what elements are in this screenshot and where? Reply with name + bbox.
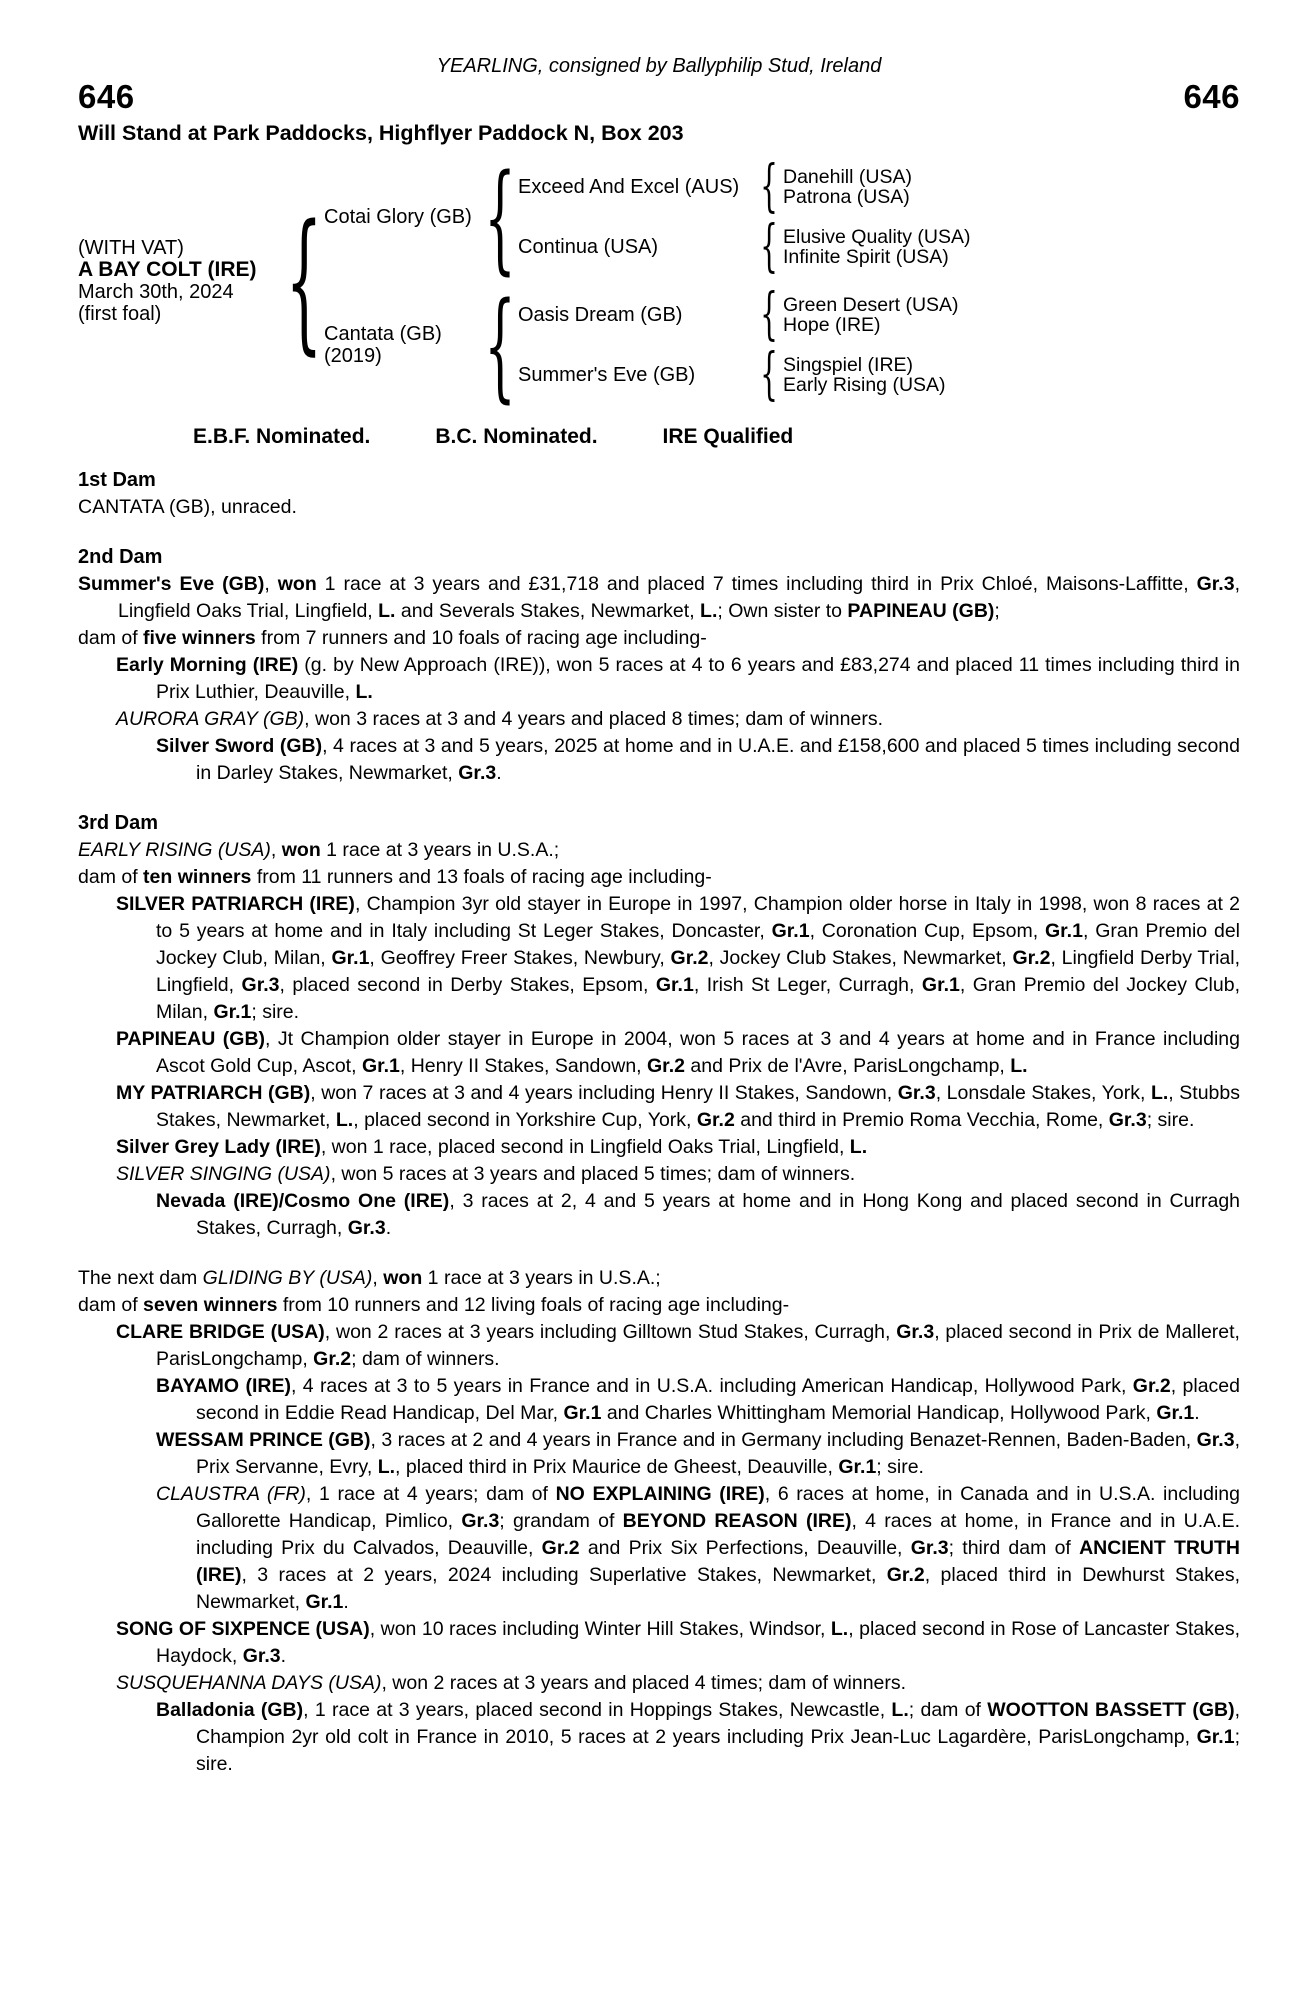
text-segment: , placed third in Dewhurst Stakes, Newmarket,: [196, 1564, 1240, 1613]
text-segment: Gr.3: [897, 1082, 936, 1104]
catalogue-paragraph: [78, 891, 1240, 1026]
text-segment: Gr.1: [838, 1456, 877, 1478]
text-segment: Gr.3: [242, 1645, 281, 1667]
catalogue-paragraph: [78, 571, 1240, 625]
text-segment: L.: [355, 681, 373, 703]
catalogue-paragraph: [78, 494, 1240, 521]
text-segment: ; sire.: [196, 1726, 1240, 1775]
text-segment: , won 2 races at 3 years including Gilltown Stud Stakes, Curragh,: [324, 1321, 897, 1343]
text-segment: L.: [378, 600, 396, 622]
text-segment: , placed second in Rose of Lancaster Stakes, Haydock,: [156, 1618, 1240, 1667]
pedigree-greatgrandparent-column: [778, 355, 946, 396]
catalogue-paragraph: [78, 1188, 1240, 1242]
pedigree-grandparent-brace: {: [760, 214, 778, 279]
pedigree-parents: [318, 148, 971, 414]
text-segment: Gr.3: [458, 762, 497, 784]
pedigree-parent-brace: {: [484, 276, 516, 414]
pedigree-main-brace: {: [285, 192, 323, 369]
text-segment: ; sire.: [876, 1456, 924, 1478]
text-segment: dam of: [78, 1294, 144, 1316]
catalogue-paragraph: [78, 625, 1240, 652]
text-segment: won: [383, 1267, 423, 1289]
text-segment: ; sire.: [251, 1001, 300, 1023]
text-segment: L.: [377, 1456, 396, 1478]
text-segment: 1 race at 3 years in U.S.A.;: [320, 839, 560, 861]
catalogue-paragraph: [78, 864, 1240, 891]
text-segment: Gr.1: [213, 1001, 252, 1023]
pedigree-grandparent-row: [512, 282, 959, 347]
pedigree-grandparent-name: Exceed And Excel (AUS): [518, 176, 740, 198]
text-segment: .: [280, 1645, 287, 1667]
catalogue-paragraph: [78, 1670, 1240, 1697]
subject-name: A BAY COLT (IRE): [78, 258, 257, 281]
text-segment: BAYAMO (IRE): [156, 1375, 291, 1397]
text-segment: , placed second in Derby Stakes, Epsom,: [279, 974, 656, 996]
text-segment: , Jockey Club Stakes, Newmarket,: [708, 947, 1013, 969]
parent-name-text: Cotai Glory (GB): [324, 206, 472, 228]
pedigree-grandparent-brace: {: [760, 342, 778, 407]
text-segment: and Charles Whittingham Memorial Handicap, Hollywood Park,: [601, 1402, 1157, 1424]
text-segment: Gr.1: [361, 1055, 400, 1077]
text-segment: , 3 races at 2, 4 and 5 years at home and in Hong Kong and placed second in Curragh Stakes, Curragh,: [196, 1190, 1241, 1239]
pedigree-grandparent-row: [512, 342, 959, 407]
text-segment: CLAUSTRA (FR): [156, 1483, 306, 1505]
text-segment: Silver Sword (GB): [156, 735, 323, 757]
text-segment: Nevada (IRE)/Cosmo One (IRE): [156, 1190, 450, 1212]
pedigree-grandparent-brace: {: [760, 282, 778, 347]
pedigree-subject: [78, 237, 290, 325]
text-segment: and Severals Stakes, Newmarket,: [395, 600, 701, 622]
text-segment: Gr.3: [1196, 1429, 1235, 1451]
pedigree-greatgrandparent-name: Patrona (USA): [783, 186, 910, 208]
text-segment: won: [277, 573, 317, 595]
text-segment: , won 3 races at 3 and 4 years and placed 8 times; dam of winners.: [304, 708, 883, 730]
text-segment: ; Own sister to: [717, 600, 848, 622]
text-segment: .: [385, 1217, 392, 1239]
text-segment: , Jt Champion older stayer in Europe in 2004, won 5 races at 3 and 4 years at home and in France including Ascot Gold Cup, Ascot,: [156, 1028, 1240, 1077]
text-segment: Gr.1: [921, 974, 960, 996]
text-segment: ; grandam of: [499, 1510, 623, 1532]
pedigree-greatgrandparent-column: [778, 227, 970, 268]
catalogue-paragraph: [78, 1292, 1240, 1319]
consignment-line: YEARLING, consigned by Ballyphilip Stud, Ireland: [436, 55, 882, 77]
pedigree-greatgrandparent-name: Hope (IRE): [783, 314, 881, 336]
catalogue-paragraph: [78, 1481, 1240, 1616]
catalogue-paragraph: [78, 1134, 1240, 1161]
text-segment: SUSQUEHANNA DAYS (USA): [116, 1672, 382, 1694]
text-segment: Gr.2: [886, 1564, 925, 1586]
text-segment: ,: [372, 1267, 384, 1289]
text-segment: WESSAM PRINCE (GB): [156, 1429, 371, 1451]
text-segment: , Lingfield Oaks Trial, Lingfield,: [118, 573, 1240, 622]
text-segment: Gr.2: [647, 1055, 685, 1077]
text-segment: WOOTTON BASSETT (GB): [987, 1699, 1235, 1721]
text-segment: Gr.1: [771, 920, 810, 942]
text-segment: , 3 races at 2 years, 2024 including Superlative Stakes, Newmarket,: [241, 1564, 887, 1586]
text-segment: Balladonia (GB): [156, 1699, 304, 1721]
pedigree-section: [78, 544, 1240, 787]
text-segment: L.: [849, 1136, 868, 1158]
text-segment: seven winners: [143, 1294, 278, 1316]
text-segment: L.: [891, 1699, 909, 1721]
text-segment: , Champion 3yr old stayer in Europe in 1997, Champion older horse in Italy in 1998, won 8 races at 2 to 5 years at home and in Italy including St Leger Stakes, Doncaster,: [156, 893, 1241, 942]
pedigree-parent-brace: {: [484, 148, 516, 286]
text-segment: Gr.1: [1156, 1402, 1195, 1424]
lot-number-row: [78, 80, 1240, 114]
vat-note: (WITH VAT): [78, 237, 184, 259]
text-segment: five winners: [143, 627, 256, 649]
stand-location: Will Stand at Park Paddocks, Highflyer Paddock N, Box 203: [78, 121, 684, 145]
text-segment: ,: [270, 839, 282, 861]
text-segment: from 11 runners and 13 foals of racing age including-: [251, 866, 712, 888]
text-segment: Gr.1: [655, 974, 694, 996]
catalogue-paragraph: [78, 1697, 1240, 1778]
text-segment: Gr.2: [1012, 947, 1051, 969]
pedigree-greatgrandparent-name: Singspiel (IRE): [783, 353, 914, 376]
text-segment: from 7 runners and 10 foals of racing age including-: [255, 627, 707, 649]
text-segment: , Stubbs Stakes, Newmarket,: [156, 1082, 1240, 1131]
pedigree-grandparent-column: [512, 154, 971, 279]
text-segment: GLIDING BY (USA): [202, 1267, 373, 1289]
text-segment: , won 7 races at 3 and 4 years including Henry II Stakes, Sandown,: [310, 1082, 898, 1104]
text-segment: The next dam: [78, 1267, 203, 1289]
pedigree-table: [78, 148, 1240, 414]
pedigree-grandparent-column: [512, 282, 959, 407]
text-segment: ,: [264, 573, 278, 595]
text-segment: , placed second in Eddie Read Handicap, Del Mar,: [196, 1375, 1240, 1424]
text-segment: , Champion 2yr old colt in France in 2010, 5 races at 2 years including Prix Jean-Luc Lagardère, ParisLongchamp,: [196, 1699, 1241, 1748]
pedigree-grandparent-row: [512, 154, 970, 219]
catalogue-paragraph: [78, 652, 1240, 706]
text-segment: CLARE BRIDGE (USA): [116, 1321, 325, 1343]
pedigree-parent-row: [318, 276, 970, 414]
catalogue-paragraph: [78, 1265, 1240, 1292]
pedigree-grandparent-brace: {: [760, 154, 778, 219]
foal-note: (first foal): [78, 303, 162, 325]
catalogue-paragraph: [78, 1161, 1240, 1188]
text-segment: Gr.3: [347, 1217, 386, 1239]
text-segment: , Irish St Leger, Curragh,: [693, 974, 922, 996]
text-segment: and Prix Six Perfections, Deauville,: [579, 1537, 911, 1559]
text-segment: , Gran Premio del Jockey Club, Milan,: [156, 974, 1240, 1023]
text-segment: Gr.2: [696, 1109, 735, 1131]
catalogue-paragraph: [78, 837, 1240, 864]
catalogue-paragraph: [78, 1427, 1240, 1481]
text-segment: Gr.2: [313, 1348, 352, 1370]
text-segment: dam of: [78, 627, 144, 649]
text-segment: Gr.3: [1196, 573, 1235, 595]
text-segment: L.: [700, 600, 718, 622]
text-segment: , placed second in Prix de Malleret, ParisLongchamp,: [156, 1321, 1240, 1370]
text-segment: Gr.3: [910, 1537, 949, 1559]
catalogue-paragraph: [78, 1616, 1240, 1670]
text-segment: , Prix Servanne, Evry,: [196, 1429, 1240, 1478]
nominations-line: [78, 424, 1240, 449]
foal-date: March 30th, 2024: [78, 281, 234, 303]
text-segment: , placed third in Prix Maurice de Gheest, Deauville,: [395, 1456, 839, 1478]
text-segment: ; dam of: [908, 1699, 988, 1721]
pedigree-grandparent-name: Oasis Dream (GB): [518, 304, 683, 326]
pedigree-grandparent-name: Continua (USA): [518, 236, 659, 258]
text-segment: dam of: [78, 866, 144, 888]
text-segment: , won 1 race, placed second in Lingfield Oaks Trial, Lingfield,: [320, 1136, 850, 1158]
parent-year: (2019): [324, 345, 382, 367]
text-segment: CANTATA (GB), unraced.: [78, 496, 297, 518]
pedigree-grandparent-row: [512, 214, 971, 279]
text-segment: , 3 races at 2 and 4 years in France and in Germany including Benazet-Rennen, Baden-Baden,: [370, 1429, 1197, 1451]
text-segment: ;: [994, 600, 1000, 622]
text-segment: , 4 races at home, in France and in U.A.E. including Prix du Calvados, Deauville,: [196, 1510, 1241, 1559]
text-segment: NO EXPLAINING (IRE): [555, 1483, 765, 1505]
text-segment: , Coronation Cup, Epsom,: [809, 920, 1045, 942]
ebf-nominated-label: E.B.F. Nominated.: [193, 425, 371, 448]
pedigree-parent-name: [318, 323, 488, 367]
text-segment: Gr.2: [541, 1537, 580, 1559]
text-segment: , 4 races at 3 and 5 years, 2025 at home and in U.A.E. and £158,600 and placed 5 times including second in Darley Stakes, Newmarket,: [196, 735, 1240, 784]
text-segment: , won 10 races including Winter Hill Stakes, Windsor,: [369, 1618, 831, 1640]
text-segment: , Gran Premio del Jockey Club, Milan,: [156, 920, 1240, 969]
text-segment: from 10 runners and 12 living foals of racing age including-: [277, 1294, 790, 1316]
text-segment: (g. by New Approach (IRE)), won 5 races at 4 to 6 years and £83,274 and placed 11 times including third in Prix Luthier, Deauville,: [156, 654, 1240, 703]
text-segment: , Lingfield Derby Trial, Lingfield,: [156, 947, 1240, 996]
text-segment: .: [343, 1591, 349, 1613]
text-segment: ; third dam of: [948, 1537, 1080, 1559]
catalogue-paragraph: [78, 1026, 1240, 1080]
text-segment: EARLY RISING (USA): [78, 839, 271, 861]
text-segment: , placed second in Yorkshire Cup, York,: [353, 1109, 697, 1131]
pedigree-greatgrandparent-name: Infinite Spirit (USA): [783, 246, 949, 268]
pedigree-parent-name: [318, 206, 488, 228]
parent-name-text: Cantata (GB): [324, 323, 442, 345]
text-segment: PAPINEAU (GB): [847, 600, 995, 622]
pedigree-greatgrandparent-name: Early Rising (USA): [783, 374, 946, 396]
text-segment: SONG OF SIXPENCE (USA): [116, 1618, 370, 1640]
text-segment: Early Morning (IRE): [116, 654, 299, 676]
lot-number-right: 646: [1183, 78, 1240, 115]
text-segment: won: [281, 839, 321, 861]
pedigree-greatgrandparent-name: Green Desert (USA): [783, 293, 959, 316]
text-segment: Silver Grey Lady (IRE): [116, 1136, 321, 1158]
text-segment: Gr.2: [1132, 1375, 1171, 1397]
text-segment: , Henry II Stakes, Sandown,: [399, 1055, 648, 1077]
catalogue-paragraph: [78, 1080, 1240, 1134]
text-segment: Gr.2: [670, 947, 709, 969]
text-segment: .: [1194, 1402, 1200, 1424]
section-heading: 1st Dam: [78, 469, 156, 491]
text-segment: and Prix de l'Avre, ParisLongchamp,: [684, 1055, 1011, 1077]
text-segment: , Geoffrey Freer Stakes, Newbury,: [369, 947, 671, 969]
catalogue-paragraph: [78, 1373, 1240, 1427]
text-segment: BEYOND REASON (IRE): [622, 1510, 852, 1532]
section-heading: 3rd Dam: [78, 812, 159, 834]
text-segment: Gr.1: [1045, 920, 1083, 942]
text-segment: , won 5 races at 3 years and placed 5 times; dam of winners.: [330, 1163, 856, 1185]
text-segment: L.: [1010, 1055, 1028, 1077]
text-segment: Gr.3: [241, 974, 280, 996]
text-segment: AURORA GRAY (GB): [116, 708, 305, 730]
text-segment: L.: [830, 1618, 849, 1640]
pedigree-section: [78, 467, 1240, 521]
text-segment: 1 race at 3 years and £31,718 and placed 7 times including third in Prix Chloé, Maisons-Laffitte,: [316, 573, 1197, 595]
ire-qualified-label: IRE Qualified: [662, 425, 794, 448]
text-segment: , 1 race at 3 years, placed second in Hoppings Stakes, Newcastle,: [303, 1699, 892, 1721]
text-segment: .: [496, 762, 502, 784]
text-segment: Gr.3: [896, 1321, 935, 1343]
text-segment: Gr.1: [331, 947, 370, 969]
text-segment: , won 2 races at 3 years and placed 4 times; dam of winners.: [381, 1672, 907, 1694]
lot-number-left: 646: [78, 78, 135, 115]
section-heading: 2nd Dam: [78, 546, 163, 568]
text-segment: ANCIENT TRUTH (IRE): [196, 1537, 1241, 1586]
text-segment: , 1 race at 4 years; dam of: [305, 1483, 556, 1505]
text-segment: ten winners: [143, 866, 252, 888]
pedigree-greatgrandparent-column: [778, 167, 912, 208]
pedigree-section: [78, 810, 1240, 1242]
pedigree-greatgrandparent-column: [778, 295, 959, 336]
catalogue-paragraph: [78, 1319, 1240, 1373]
text-segment: Gr.1: [1196, 1726, 1235, 1748]
catalogue-sections: [78, 467, 1240, 1778]
text-segment: 1 race at 3 years in U.S.A.;: [422, 1267, 661, 1289]
pedigree-greatgrandparent-name: Danehill (USA): [783, 165, 912, 188]
text-segment: L.: [1150, 1082, 1169, 1104]
text-segment: L.: [335, 1109, 354, 1131]
text-segment: Summer's Eve (GB): [78, 573, 265, 595]
pedigree-parent-row: [318, 148, 971, 286]
text-segment: , 6 races at home, in Canada and in U.S.A. including Gallorette Handicap, Pimlico,: [196, 1483, 1240, 1532]
text-segment: and third in Premio Roma Vecchia, Rome,: [734, 1109, 1109, 1131]
pedigree-greatgrandparent-name: Elusive Quality (USA): [783, 225, 971, 248]
text-segment: ; dam of winners.: [351, 1348, 500, 1370]
catalogue-paragraph: [78, 733, 1240, 787]
catalogue-paragraph: [78, 706, 1240, 733]
text-segment: Gr.1: [305, 1591, 344, 1613]
text-segment: , 4 races at 3 to 5 years in France and in U.S.A. including American Handicap, Hollywood Park,: [290, 1375, 1133, 1397]
text-segment: MY PATRIARCH (GB): [116, 1082, 311, 1104]
pedigree-grandparent-name: Summer's Eve (GB): [518, 364, 696, 386]
bc-nominated-label: B.C. Nominated.: [435, 425, 598, 448]
text-segment: ; sire.: [1146, 1109, 1195, 1131]
text-segment: SILVER SINGING (USA): [116, 1163, 331, 1185]
pedigree-section: [78, 1265, 1240, 1778]
text-segment: Gr.3: [461, 1510, 500, 1532]
text-segment: , Lonsdale Stakes, York,: [935, 1082, 1151, 1104]
text-segment: Gr.1: [563, 1402, 602, 1424]
text-segment: Gr.3: [1108, 1109, 1147, 1131]
text-segment: SILVER PATRIARCH (IRE): [116, 893, 355, 915]
text-segment: PAPINEAU (GB): [116, 1028, 266, 1050]
